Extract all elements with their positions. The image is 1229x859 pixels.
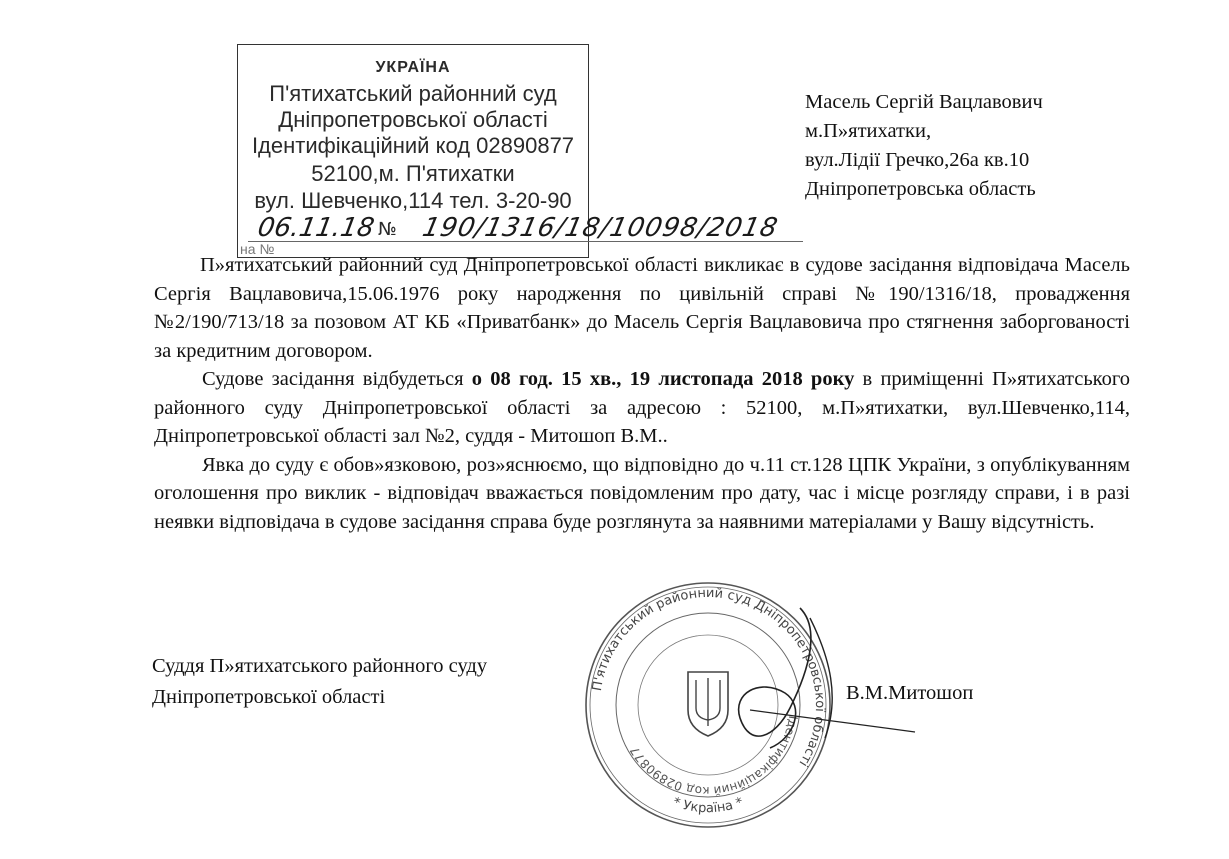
stamp-na-label: на № bbox=[240, 241, 275, 257]
hearing-intro: Судове засідання відбудеться bbox=[202, 368, 472, 390]
stamp-court-name: П'ятихатський районний суд bbox=[269, 81, 557, 106]
addressee-street: вул.Лідії Гречко,26а кв.10 bbox=[805, 149, 1030, 171]
paragraph-attendance: Явка до суду є обов»язковою, роз»яснюємо, що відповідно до ч.11 ст.128 ЦПК України, з опублікуванням оголошення про виклик - відповідач вважається повідомленим про дату, час і місце розгляду справи, і в разі неявки відповідача в судове засідання справа буде розглянута за наявними матеріалами у Вашу відсутність. bbox=[154, 453, 1130, 533]
stamp-region: Дніпропетровської області bbox=[278, 107, 548, 132]
paragraph-hearing bbox=[154, 365, 1130, 451]
stamp-reg-date: 06.11.18 bbox=[255, 213, 377, 243]
stamp-street-phone: вул. Шевченко,114 тел. 3-20-90 bbox=[254, 188, 572, 213]
hearing-datetime: о 08 год. 15 хв., 19 листопада 2018 року bbox=[471, 368, 855, 390]
seal-inner-text: Ідентифікаційний код 02890877 bbox=[627, 714, 801, 799]
stamp-registration-line bbox=[248, 213, 808, 243]
judge-title-line1: Суддя П»ятихатського районного суду bbox=[152, 655, 488, 677]
stamp-id-code: Ідентифікаційний код 02890877 bbox=[251, 133, 575, 158]
stamp-postal-city: 52100,м. П'ятихатки bbox=[311, 161, 515, 186]
judge-title bbox=[152, 651, 487, 713]
seal-bottom-text: * Україна * bbox=[670, 794, 746, 817]
stamp-underline bbox=[248, 241, 803, 242]
addressee-city: м.П»ятихатки, bbox=[805, 120, 932, 142]
addressee-block bbox=[805, 88, 1043, 204]
seal-outer-text: П'ятихатський районний суд Дніпропетровської області bbox=[589, 585, 828, 770]
court-header-stamp bbox=[237, 44, 781, 258]
addressee-region: Дніпропетровська область bbox=[805, 178, 1036, 200]
stamp-country: УКРАЇНА bbox=[375, 59, 451, 76]
stamp-reg-no-label: № bbox=[378, 219, 397, 240]
paragraph-summons: П»ятихатський районний суд Дніпропетровської області викликає в судове засідання відповідача Масель Сергія Вацлавовича,15.06.1976 року народження по цивільній справі №190/1316/18, провадження №2/190/713/18 за позовом АТ КБ «Приватбанк» до Масель Сергія Вацлавовича про стягнення заборгованості за кредитним договором. bbox=[154, 254, 1130, 362]
hearing-location: в приміщенні П»ятихатського районного суду Дніпропетровської області за адресою : 52100, м.П»ятихатки, вул.Шевченко,114, Дніпропетровської області зал №2, суддя - Митошоп В.М.. bbox=[154, 368, 1130, 447]
stamp-reg-no: 190/1316/18/10098/2018 bbox=[419, 213, 781, 243]
addressee-name: Масель Сергій Вацлавович bbox=[805, 91, 1043, 113]
judge-title-line2: Дніпропетровської області bbox=[152, 686, 386, 708]
judge-name: В.М.Митошоп bbox=[846, 682, 974, 704]
summons-body bbox=[154, 251, 1130, 536]
